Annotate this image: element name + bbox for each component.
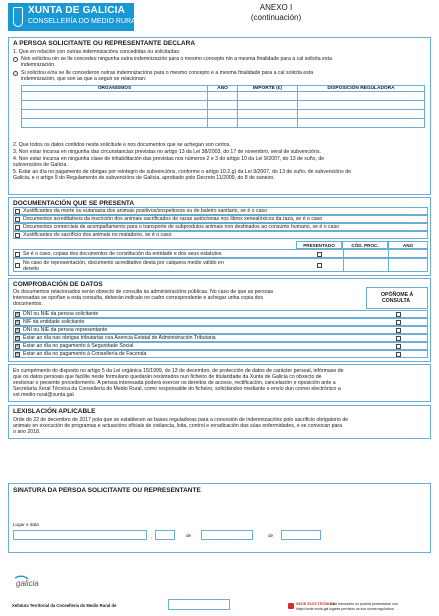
doc-row [13, 231, 428, 239]
doc-label: Xustificantes do sacrificio dos animais no matadoiro, se é o caso [23, 232, 172, 238]
checked-box[interactable]: × [16, 312, 19, 318]
header [8, 3, 431, 33]
signature-section [8, 483, 431, 553]
section-title: A PERSOA SOLICITANTE OU REPRESENTANTE DECLARA [13, 40, 196, 47]
continuation-label: (continuación) [250, 13, 302, 22]
brand-name: XUNTA DE GALICIA [28, 5, 126, 16]
doc-label: Se é o caso, copias dos documentos de constitución da entidade e dos seus estatutos [23, 251, 222, 257]
jefatura-field[interactable] [168, 599, 230, 610]
privacy-email: sxt.medio-rural@xunta.gal [13, 392, 74, 398]
doc-row [13, 207, 428, 215]
separator-de: de [268, 533, 274, 538]
oppose-checkbox[interactable] [396, 344, 401, 349]
col-organismos: ORGANISMOS [22, 86, 208, 92]
checked-box[interactable]: × [16, 328, 19, 334]
section-title: LEXISLACIÓN APLICABLE [13, 408, 96, 415]
radio-not-requested[interactable] [13, 57, 18, 62]
documentation-section [8, 197, 431, 276]
col-cod-proc: CÓD. PROC. [342, 241, 388, 249]
col-presentado: PRESENTADO [296, 241, 342, 249]
declaration-3: 3. Non estar incursa en ningunha das circunstancias previstas no artigo 13 da Lei 38/2003, do 17 de novembro, xeral de subvencións. [13, 149, 321, 155]
check-row [13, 342, 428, 350]
department-name: CONSELLERÍA DO MEDIO RURAL [28, 18, 140, 25]
option-a-text-2: indemnización. [21, 62, 56, 68]
check-label: Estar ao día no pagamento á Seguridade Social [23, 343, 134, 349]
doc-checkbox[interactable] [15, 225, 20, 230]
oppose-checkbox[interactable] [396, 336, 401, 341]
sede-note-2: https://sede.xunta.gal lugares previstos na súa norma reguladora [296, 607, 394, 611]
doc-row [13, 223, 428, 231]
xunta-logo [8, 3, 140, 31]
check-label: DNI ou NIE da persoa solicitante [23, 311, 99, 317]
presented-checkbox[interactable] [317, 252, 322, 257]
privacy-line: xestionar o presente procedemento. A persoa interesada poderá exercer os dereitos de acceso, rectificación, cancelación e oposición ante a [13, 380, 336, 386]
crest-icon [13, 7, 23, 27]
doc-label: Documentos acreditativos da inscrición dos animais sacrificados de razas autóctonas nos libros xenealóxicos da raza, se é o caso [23, 216, 323, 222]
cod-proc-field[interactable] [343, 258, 389, 272]
legislation-line: Orde do 22 de decembro de 2017 pola que se establecen as bases reguladoras para a concesión de indemnizacións polo sacrificio obrigatorio de [13, 417, 349, 423]
sede-note: Este formulario só poderá presentarse nos [330, 602, 398, 606]
presented-checkbox[interactable] [317, 263, 322, 268]
doc-checkbox[interactable] [15, 263, 20, 268]
anexo-label: ANEXO I [259, 3, 293, 12]
doc-label-2: dereito [23, 266, 39, 272]
place-date-label: Lugar e data [13, 522, 39, 527]
legislation-line: o ano 2018. [13, 429, 41, 435]
legislation-line: animais en execución de programas e actuacións oficiais de vixilancia, loita, control e erradicación das súas enfermidades, e se convocan para [13, 423, 343, 429]
col-importe: IMPORTE (€) [238, 86, 298, 92]
check-row [13, 350, 428, 358]
option-b-text: Si solicitou e/ou se lle concederon outras indemnizacións para o mesmo concepto e a mesma finalidade para a cal solicita esta [21, 70, 314, 76]
doc-row [13, 215, 428, 223]
doc-label: Documentos comerciais de acompañamento para o transporte de subprodutos animais non destinados ao consumo humano, se é o caso [23, 224, 340, 230]
checked-box[interactable]: × [16, 336, 19, 342]
table-row[interactable] [22, 92, 425, 101]
oppose-checkbox[interactable] [396, 352, 401, 357]
check-label: Estar ao día no pagamento á Consellería de Facenda [23, 351, 147, 357]
galicia-logo [12, 574, 52, 590]
sede-title: SEDE ELECTRÓNICA [296, 602, 335, 606]
indemnities-table [21, 85, 425, 128]
doc-row [13, 249, 428, 258]
oppose-checkbox[interactable] [396, 312, 401, 317]
check-label: Estar ao día nas obrigas tributarias coa Axencia Estatal de Administración Tributaria [23, 335, 216, 341]
oppose-header-1: OPÓÑOME Á [381, 292, 414, 298]
col-ano: ANO [208, 86, 238, 92]
separator-comma: , [151, 534, 153, 539]
data-check-section [8, 278, 431, 362]
question-1: 1. Que en relación con outras indemnizacións concedidas ou solicitadas: [13, 49, 181, 55]
doc-checkbox[interactable] [15, 233, 20, 238]
option-a-text: Non solicitou nin se lle concedeu ningunha outra indemnización para o mesmo concepto nin a mesma finalidade para a cal solicita esta [21, 56, 332, 62]
oppose-header-2: CONSULTA [382, 298, 411, 304]
section-title: DOCUMENTACIÓN QUE SE PRESENTA [13, 200, 135, 207]
jefatura-label: Xefatura Territorial da Consellería do Medio Rural de [12, 603, 117, 608]
privacy-section [8, 364, 431, 402]
section-title: SINATURA DA PERSOA SOLICITANTE OU REPRESENTANTE [13, 487, 201, 494]
doc-row [13, 258, 428, 272]
checked-box[interactable]: × [16, 344, 19, 350]
privacy-line: Secretaría Xeral Técnica da Consellería do Medio Rural, como responsable do ficheiro, solicitándoo mediante o envío dun correo electrónico a [13, 386, 341, 392]
privacy-line: que os datos persoais que facilite neste formulario quedarán rexistrados nun ficheiro de titularidade da Xunta de Galicia co obxecto de [13, 374, 322, 380]
declaration-4b: subvencións de Galicia. [13, 162, 68, 168]
check-intro-2: interesadas se opoñan a esta consulta, deberán indicalo no cadro correspondente e achegar unha copia dos [13, 295, 264, 301]
check-row [13, 334, 428, 342]
declaration-5b: Galicia, e o artigo 9 do Regulamento de subvencións de Galicia, aprobado polo Decreto 11/2009, do 8 de xaneiro. [13, 175, 275, 181]
galicia-text: galicia [16, 579, 39, 588]
month-field[interactable] [201, 530, 253, 540]
section-title: COMPROBACIÓN DE DATOS [13, 281, 103, 288]
checked-box[interactable]: × [16, 352, 19, 358]
declaration-5: 5. Estar ao día no pagamento de obrigas por reintegro de subvencións, conforme o artigo 10.2.g) da Lei 9/2007, do 13 de xuño, de subvencións de [13, 169, 351, 175]
doc-checkbox[interactable] [15, 209, 20, 214]
oppose-checkbox[interactable] [396, 320, 401, 325]
place-field[interactable] [13, 530, 147, 540]
declaration-section [8, 37, 431, 195]
option-b-text-2: indemnización, que son as que a seguir se relacionan: [21, 76, 147, 82]
day-field[interactable] [155, 530, 175, 540]
oppose-checkbox[interactable] [396, 328, 401, 333]
declaration-4: 4. Non estar incursa en ningunha clase de inhabilitación das previstas nos números 2 e 3 do artigo 10 da Lei 9/2007, do 13 de xuño, de [13, 156, 325, 162]
check-label: DNI ou NIE da persoa representante [23, 327, 108, 333]
table-row[interactable] [22, 101, 425, 110]
table-row[interactable] [22, 110, 425, 119]
oppose-header [366, 287, 428, 309]
col-disposicion: DISPOSICIÓN REGULADORA [298, 86, 425, 92]
check-row [13, 326, 428, 334]
radio-requested[interactable] [13, 71, 18, 76]
doc-checkbox[interactable] [15, 252, 20, 257]
privacy-line: En cumprimento do disposto no artigo 5 da Lei orgánica 15/1999, do 13 de decembro, de protección de datos de carácter persoal, infórmase de [13, 368, 344, 374]
table-row[interactable] [22, 119, 425, 128]
sede-icon [288, 603, 294, 609]
col-ano: ANO [388, 241, 428, 249]
check-label: NIF da entidade solicitante [23, 319, 85, 325]
doc-checkbox[interactable] [15, 217, 20, 222]
declaration-2: 2. Que todos os datos contidos nesta solicitude e nos documentos que se achegan son certos. [13, 142, 231, 148]
legislation-section [8, 405, 431, 439]
doc-label: Xustificantes da morte ou eutanasia dos animais positivos/sospeitosos ou de baleiro sanitario, se é o caso [23, 208, 267, 214]
check-row [13, 318, 428, 326]
check-row [13, 310, 428, 318]
separator-de: de [186, 533, 192, 538]
checked-box[interactable]: × [16, 320, 19, 326]
year-field[interactable] [281, 530, 321, 540]
doc-label: No caso de representación, documento acreditativo desta por calquera medio válido en [23, 260, 224, 266]
anexo-title [236, 3, 316, 23]
check-intro: Os documentos relacionados serán obxecto de consulta ás administracións públicas. No caso de que as persoas [13, 289, 274, 295]
check-intro-3: documentos. [13, 301, 43, 307]
